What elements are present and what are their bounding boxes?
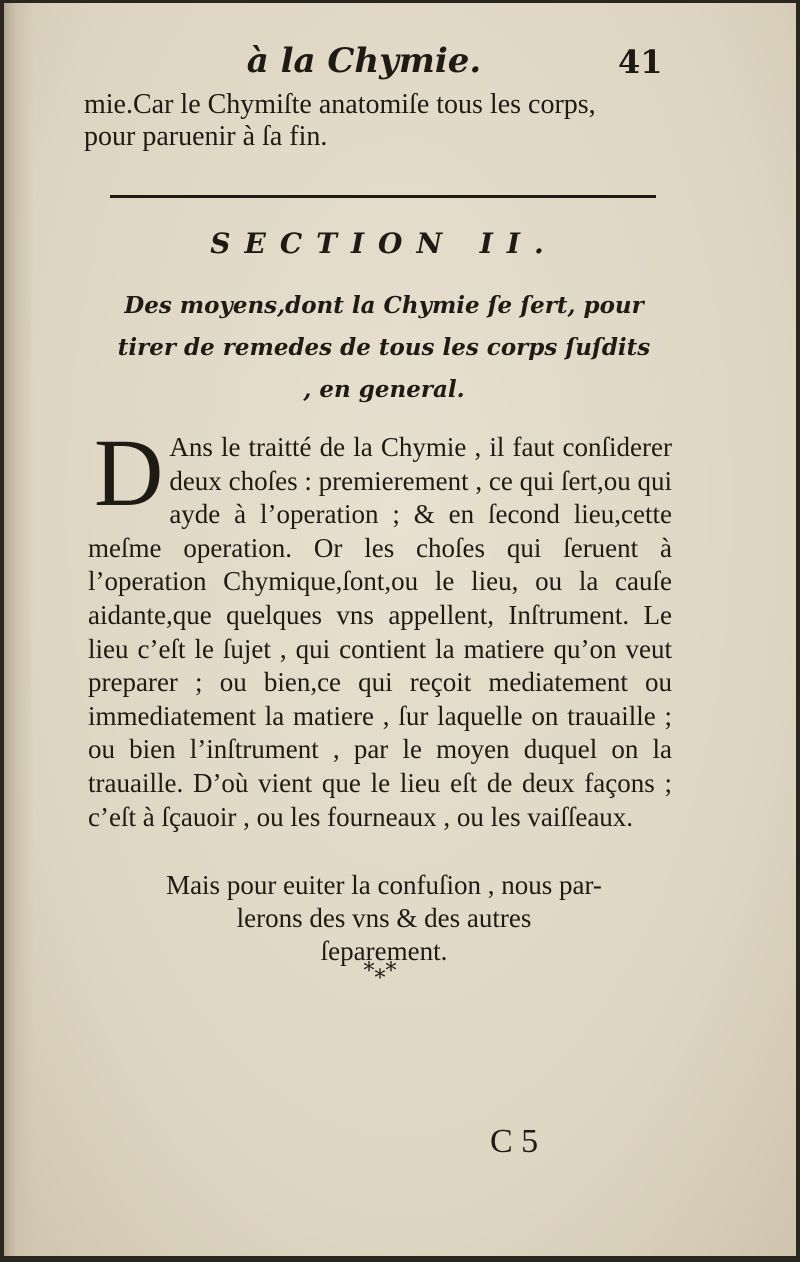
section-subtitle: Des moyens,dont la Chymie ſe ſert, pour tirer de remedes de tous les corps ſuſdits , en general. xyxy=(117,292,651,403)
page-gutter-shadow xyxy=(4,3,34,1256)
asterism-ornament: *⁎* xyxy=(363,959,397,984)
closing-line-3: ſeparement. xyxy=(320,936,448,966)
running-title: à la Chymie. xyxy=(246,41,482,81)
section-heading: SECTION II. xyxy=(210,227,558,260)
carryover-line-1: mie.Car le Chymiſte anatomiſe tous les corps, xyxy=(84,89,596,120)
book-page xyxy=(4,3,796,1256)
closing-line-1: Mais pour euiter la confuſion , nous par- xyxy=(166,870,602,900)
closing-line-2: lerons des vns & des autres xyxy=(236,903,532,933)
closing-lines xyxy=(94,869,674,968)
section-divider-rule xyxy=(110,195,656,198)
page-number: 41 xyxy=(618,43,663,81)
drop-cap: D xyxy=(94,419,164,526)
carryover-text xyxy=(84,89,674,153)
body-paragraph xyxy=(88,419,672,834)
paragraph-text: Ans le traitté de la Chymie , il faut conſiderer deux choſes : premierement , ce qui ſert,ou qui ayde à l’operation ; & en ſecond lieu,cette meſme operation. Or les choſes qui ſeruent à l’operation Chymique,ſont,ou le lieu, ou la cauſe aidante,que quelques vns appellent, Inſtrument. Le lieu c’eſt le ſujet , qui contient la matiere qu’on veut preparer ; ou bien,ce qui reçoit mediatement ou immediatement la matiere , ſur laquelle on trauaille ; ou bien l’inſtrument , par le moyen duquel on la trauaille. D’où vient que le lieu eſt de deux façons ; c’eſt à ſçauoir , ou les fourneaux , ou les vaiſſeaux. xyxy=(88,432,672,832)
signature-mark: C 5 xyxy=(490,1123,539,1160)
carryover-line-2: pour paruenir à ſa fin. xyxy=(84,121,328,152)
